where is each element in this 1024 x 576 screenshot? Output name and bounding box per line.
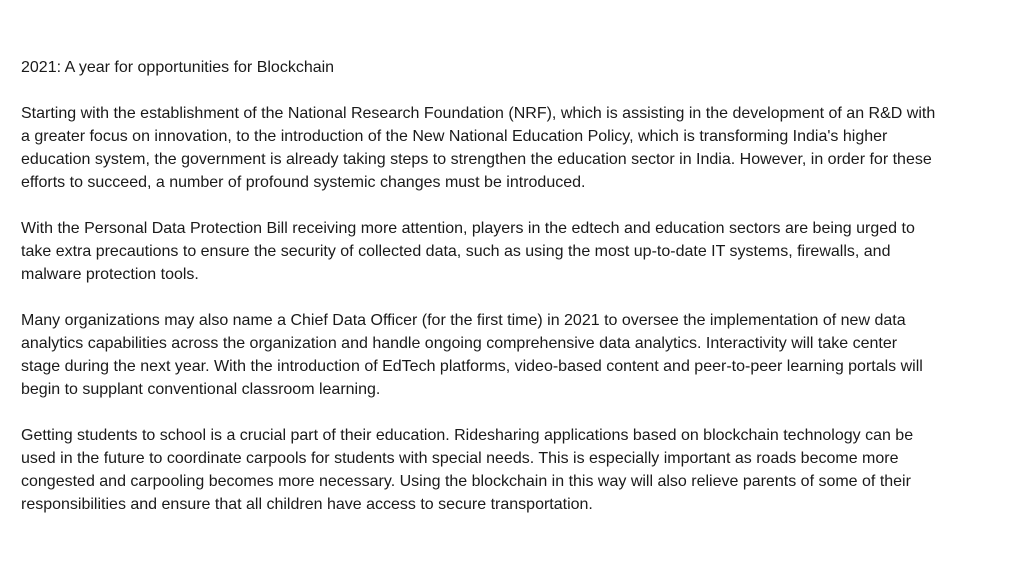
text-body <box>21 56 1024 539</box>
paragraph-line: begin to supplant conventional classroom learning. <box>21 381 381 398</box>
paragraph-line: responsibilities and ensure that all children have access to secure transportation. <box>21 496 593 513</box>
paragraph-line: congested and carpooling becomes more necessary. Using the blockchain in this way will also relieve parents of some of their <box>21 473 911 490</box>
paragraph-chief-data-officer <box>21 309 1024 401</box>
paragraph-line: Getting students to school is a crucial part of their education. Ridesharing applications based on blockchain technology can be <box>21 427 914 444</box>
paragraph-line: used in the future to coordinate carpools for students with special needs. This is especially important as roads become more <box>21 450 899 467</box>
paragraph-data-protection <box>21 217 1024 286</box>
paragraph-nrf <box>21 102 1024 194</box>
heading <box>21 56 1024 79</box>
paragraph-line: Starting with the establishment of the National Research Foundation (NRF), which is assisting in the development of an R&D with <box>21 105 936 122</box>
paragraph-line: malware protection tools. <box>21 266 199 283</box>
paragraph-line: a greater focus on innovation, to the introduction of the New National Education Policy, which is transforming India's higher <box>21 128 888 145</box>
paragraph-line: Many organizations may also name a Chief Data Officer (for the first time) in 2021 to oversee the implementation of new data <box>21 312 906 329</box>
paragraph-line: efforts to succeed, a number of profound systemic changes must be introduced. <box>21 174 586 191</box>
paragraph-line: education system, the government is already taking steps to strengthen the education sector in India. However, in order for these <box>21 151 932 168</box>
paragraph-line: analytics capabilities across the organization and handle ongoing comprehensive data analytics. Interactivity will take center <box>21 335 898 352</box>
heading-text: 2021: A year for opportunities for Blockchain <box>21 59 335 76</box>
paragraph-line: take extra precautions to ensure the security of collected data, such as using the most up-to-date IT systems, firewalls, and <box>21 243 891 260</box>
paragraph-ridesharing <box>21 424 1024 516</box>
paragraph-line: stage during the next year. With the introduction of EdTech platforms, video-based content and peer-to-peer learning portals will <box>21 358 923 375</box>
paragraph-line: With the Personal Data Protection Bill receiving more attention, players in the edtech and education sectors are being urged to <box>21 220 915 237</box>
